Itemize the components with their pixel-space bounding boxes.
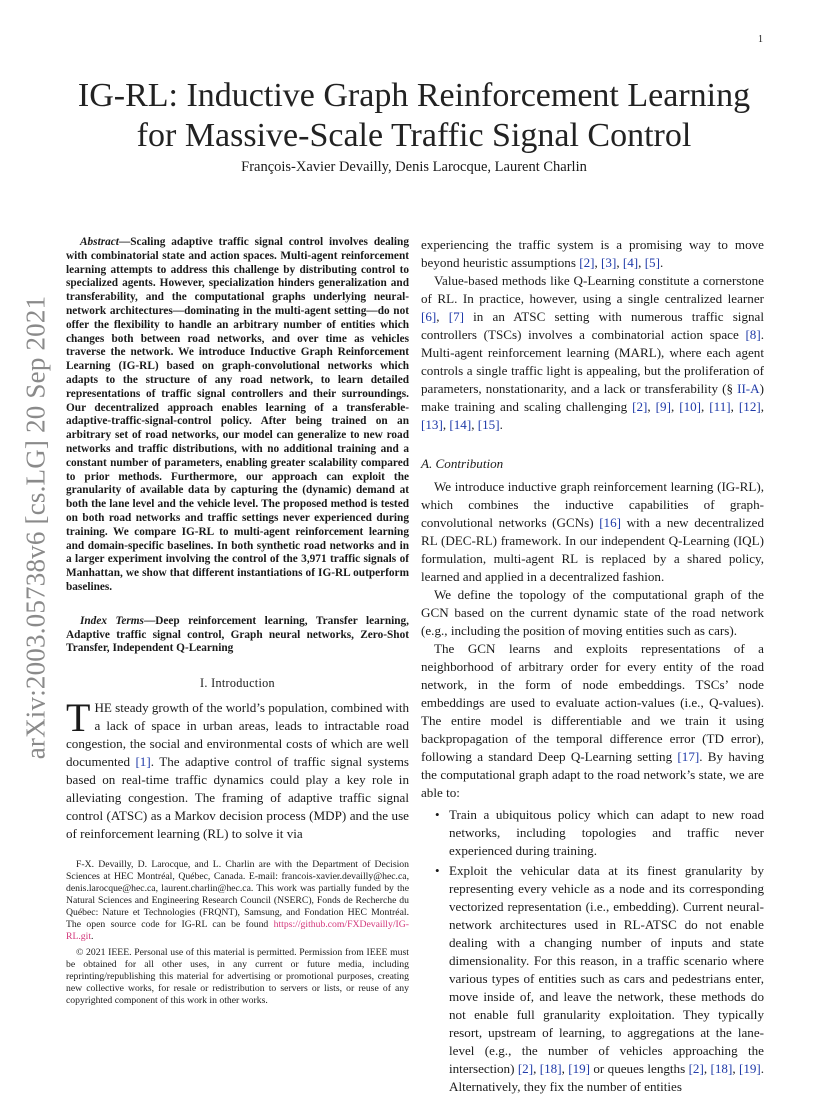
citation-link[interactable]: [5] [644,255,660,270]
index-terms-label: Index Terms [80,614,144,627]
github-link[interactable]: https://github.com/FXDevailly/IG-RL.git [66,919,409,943]
abstract-text: —Scaling adaptive traffic signal control involves dealing with combinatorial state and action spaces. Multi-agent reinforcement learning attempts to address this challenge by distributing control to specialized agents. However, specialization hinders generalization and transferability, and the computational graphs underlying neural-network architectures—dominating in the multi-agent setting—do not offer the flexibility to handle an arbitrary number of entities which changes both between road networks, and over time as vehicles traverse the network. We introduce Inductive Graph Reinforcement Learning (IG-RL) based on graph-convolutional networks which adapts to the structure of any road network, to learn detailed representations of traffic signal controllers and their surroundings. Our decentralized approach enables learning of a transferable-adaptive-traffic-signal-control policy. After being trained on an arbitrary set of road networks, our model can generalize to new road networks and traffic distributions, with no additional training and a constant number of parameters, enabling greater scalability compared to prior methods. Furthermore, our approach can exploit the granularity of available data by capturing the (dynamic) demand at both the lane level and the vehicle level. The proposed method is tested on both road networks and traffic settings never experienced during training. We compare IG-RL to multi-agent reinforcement learning and domain-specific baselines. In both synthetic road networks and in a larger experiment involving the control of the 3,971 traffic signals of Manhattan, we show that different instantiations of IG-RL outperform baselines. [66,236,409,593]
text: The GCN learns and exploits representations of a neighborhood of arbitrary order for every entity of the road network, in the form of node embeddings. TSCs’ node embeddings are used to evaluate action-values (i.e., Q-values). The entire model is differentiable and we train it using backpropagation of the temporal difference error (TD error), following a standard Deep Q-Learning setting [421,641,764,764]
citation-link[interactable]: [7] [448,309,464,324]
text: with a new decentralized RL (DEC-RL) framework. In our independent Q-Learning (IQL) formulation, multi-agent RL is replaced by a shared policy, learned and applied in a decentralized fashion. [421,515,764,584]
citation-link[interactable]: [1] [135,754,151,770]
citation-link[interactable]: [2] [517,1061,534,1076]
citation-link[interactable]: [9] [655,399,671,414]
right-paragraph-1: Value-based methods like Q-Learning constitute a cornerstone of RL. In practice, however, using a single centralized learner [6], [7] in an ATSC setting with numerous traffic signal controllers (TSCs) involves a combinatorial action space [8]. Multi-agent reinforcement learning (MARL), where each agent controls a single traffic light is appealing, but the proliferation of parameters, nonstationarity, and a lack or transferability (§ II-A) make training and scaling challenging [2], [9], [10], [11], [12], [13], [14], [15]. [421,273,765,432]
list-item [435,806,764,860]
author-list: François-Xavier Devailly, Denis Larocque, Laurent Charlin [241,159,587,175]
footnote-tail: . [91,931,94,943]
citation-link[interactable]: [15] [477,417,500,432]
citation-link[interactable]: [6] [421,309,437,324]
citation-link[interactable]: [8] [745,327,761,342]
text: . Alternatively, they fix the number of entities [449,1061,765,1094]
bullet-icon: • [435,807,440,822]
subsection-heading-contribution: A. Contribution [421,456,504,471]
right-column [421,236,764,1098]
text: Train a ubiquitous policy which can adapt to new road networks, including topologies and traffic never experienced during training. [449,807,764,858]
text: in an ATSC setting with numerous traffic signal controllers (TSCs) involves a combinatorial action space [421,309,764,342]
right-paragraph-2 [421,478,764,586]
text: . By having the computational graph adapt to the road network’s state, we are able to: [421,749,764,800]
citation-link[interactable]: [18] [539,1061,562,1076]
title-line-2: for Massive-Scale Traffic Signal Control [136,117,692,154]
text: . Multi-agent reinforcement learning (MARL), where each agent controls a single traffic light is appealing, but the proliferation of parameters, nonstationarity, and a lack or transferability (§ [421,327,764,396]
right-paragraph-3: We define the topology of the computational graph of the GCN based on the current dynamic state of the road network (e.g., including the position of moving entities such as cars). [421,587,764,638]
bullet-icon: • [435,863,440,878]
section-link[interactable]: II-A [737,381,760,396]
abstract [66,236,409,595]
page-number: 1 [758,34,763,45]
citation-link[interactable]: [2] [579,255,595,270]
section-heading-introduction: I. Introduction [200,676,275,691]
index-terms-text: —Deep reinforcement learning, Transfer learning, Adaptive traffic signal control, Graph neural networks, Zero-Shot Transfer, Independent Q-Learning [66,614,409,655]
intro-paragraph [66,695,410,843]
right-paragraph-0: experiencing the traffic system is a promising way to move beyond heuristic assumptions [2], [3], [4], [5]. [421,237,764,270]
citation-link[interactable]: [10] [679,399,702,414]
text: ) make training and scaling challenging [421,381,764,414]
text: experiencing the traffic system is a promising way to move beyond heuristic assumptions [421,237,764,270]
left-column [66,236,409,1007]
right-paragraph-4 [421,640,764,802]
list-item: • Exploit the vehicular data at its finest granularity by representing every vehicle as a node and its corresponding vectorized representation (i.e., embedding). Current neural-network architectures used in RL-ATSC do not enable dealing with a changing number of inputs and state dimensionality. For this reason, in a traffic scenario where various types of entities such as cars and pedestrians enter, move inside of, and leave the network, these methods do not enable full granularity exploitation. They typically resort, upstream of learning, to aggregations at the lane-level (e.g., the number of vehicles approaching the intersection) [2], [18], [19] or queues lengths [2], [18], [19]. Alternatively, they fix the number of entities [435,863,765,1094]
index-terms [66,615,409,656]
text: Value-based methods like Q-Learning constitute a cornerstone of RL. In practice, however, using a single centralized learner [421,273,764,306]
citation-link[interactable]: [19] [738,1061,761,1076]
citation-link[interactable]: [2] [632,399,648,414]
citation-link[interactable]: [11] [709,399,731,414]
citation-link[interactable]: [16] [599,515,622,530]
citation-link[interactable]: [14] [449,417,472,432]
citation-link[interactable]: [19] [568,1061,591,1076]
intro-text-1: HE steady growth of the world’s population, combined with a lack of space in urban areas, leads to intractable road congestion, the social and environmental costs of which are well documented [66,700,410,770]
title-line-1: IG-RL: Inductive Graph Reinforcement Learning [77,77,751,114]
paper-title [70,76,758,156]
text: Exploit the vehicular data at its finest granularity by representing every vehicle as a node and its corresponding vectorized representation (i.e., embedding). Current neural-network architectures used in RL-ATSC do not enable dealing with a changing number of inputs and state dimensionality. For this reason, in a traffic scenario where various types of entities such as cars and pedestrians enter, move inside of, and leave the network, these methods do not enable full granularity exploitation. They typically resort, upstream of learning, to aggregations at the lane-level (e.g., the number of vehicles approaching the intersection) [449,863,764,1076]
citation-link[interactable]: [3] [601,255,617,270]
citation-link[interactable]: [13] [421,417,443,432]
abstract-label: Abstract [80,236,119,248]
author-footnote [66,859,409,943]
citation-link[interactable]: [18] [710,1061,733,1076]
intro-text-2: . The adaptive control of traffic signal systems based on real-time traffic dynamics could play a key role in alleviating congestion. The framing of adaptive traffic signal control (ATSC) as a Markov decision process (MDP) and the use of reinforcement learning (RL) to solve it via [66,754,409,842]
text: or queues lengths [590,1061,689,1076]
footnote-text: F-X. Devailly, D. Larocque, and L. Charlin are with the Department of Decision Sciences at HEC Montréal, Québec, Canada. E-mail: francois-xavier.devailly@hec.ca, denis.larocque@hec.ca, laurent.charlin@hec.ca. This work was partially funded by the Natural Sciences and Engineering Research Council (NSERC), Fonds de Recherche du Québec: Nature et Technologies (FRQNT), Samsung, and Fondation HEC Montréal. The open source code for IG-RL can be found [66,859,409,931]
arxiv-identifier-stamp [14,292,58,762]
text: We introduce inductive graph reinforcement learning (IG-RL), which combines the inductive capabilities of graph-convolutional networks (GCNs) [421,479,764,530]
citation-link[interactable]: [17] [677,749,700,764]
citation-link[interactable]: [12] [738,399,761,414]
drop-cap: T [66,695,91,741]
arxiv-stamp-text: arXiv:2003.05738v6 [cs.LG] 20 Sep 2021 [20,295,51,759]
contribution-list [421,806,764,1096]
copyright-footnote: © 2021 IEEE. Personal use of this material is permitted. Permission from IEEE must be obtained for all other uses, in any current or future media, including reprinting/republishing this material for advertising or promotional purposes, creating new collective works, for resale or redistribution to servers or lists, or reuse of any copyrighted component of this work in other works. [66,947,409,1007]
citation-link[interactable]: [4] [622,255,639,270]
citation-link[interactable]: [2] [688,1061,704,1076]
